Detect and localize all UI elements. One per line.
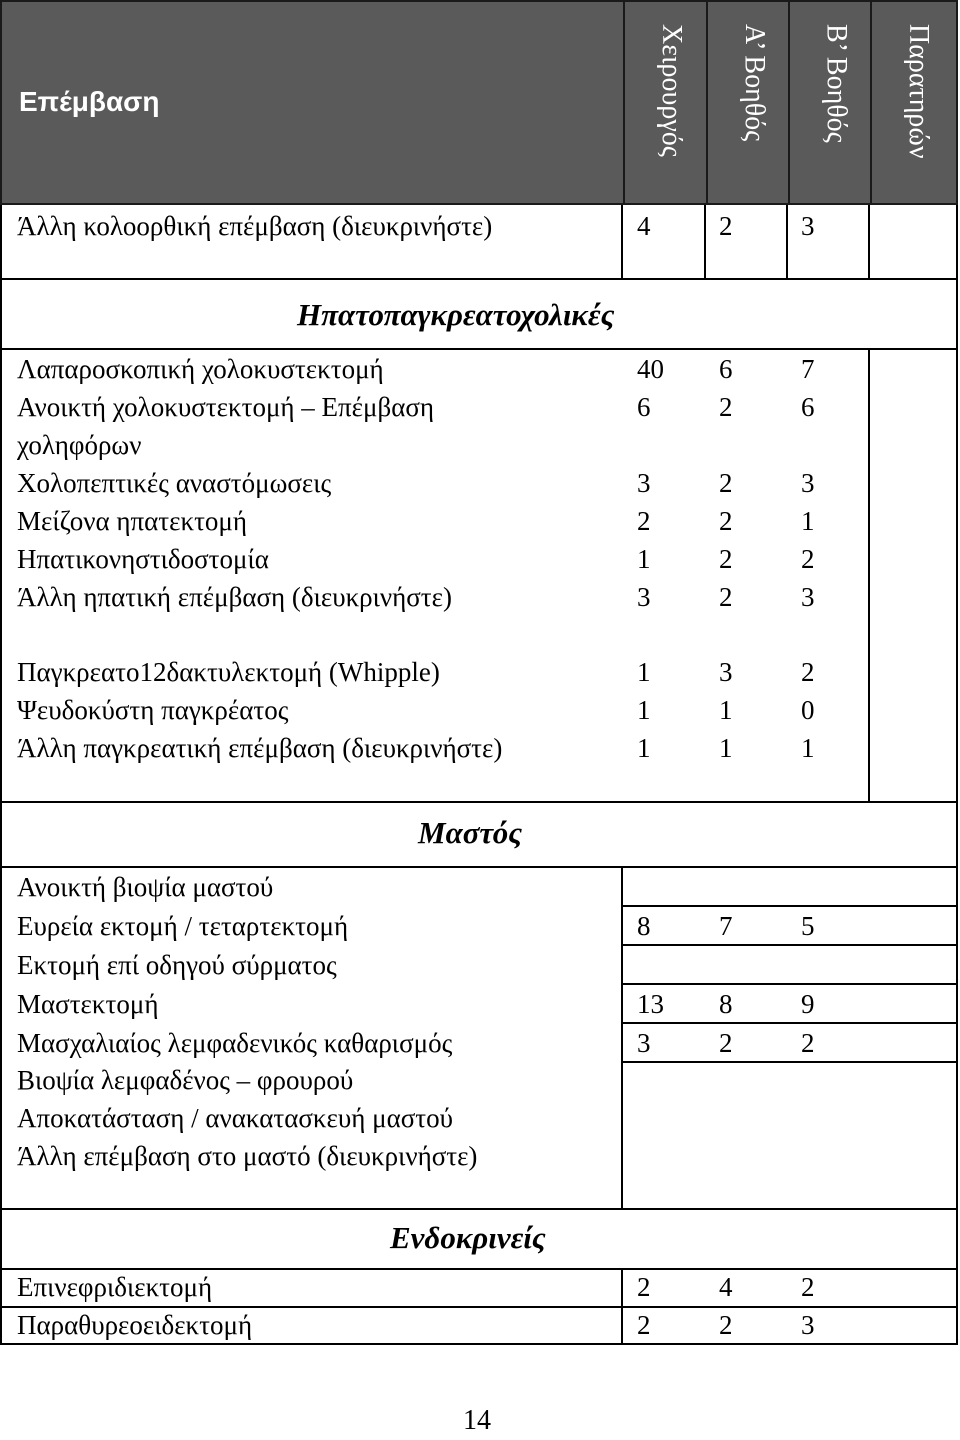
surgeon-count: 4 — [637, 211, 651, 241]
header-divider — [788, 2, 790, 203]
table-row-label-continued: χοληφόρων — [17, 430, 142, 460]
assistant-a-count: 2 — [719, 1310, 733, 1340]
row-divider — [0, 801, 958, 803]
page-number: 14 — [463, 1405, 491, 1436]
table-row-label: Παραθυρεοειδεκτομή — [17, 1310, 253, 1340]
surgeon-count: 13 — [637, 989, 664, 1019]
assistant-b-count: 2 — [801, 1028, 815, 1058]
table-row-label: Μαστεκτομή — [17, 989, 159, 1019]
assistant-a-count: 3 — [719, 657, 733, 687]
table-border-left — [0, 205, 2, 1345]
table-row-label: Αποκατάσταση / ανακατασκευή μαστού — [17, 1103, 454, 1133]
table-row-label: Ευρεία εκτομή / τεταρτεκτομή — [17, 911, 349, 941]
section-heading-endocrine: Ενδοκρινείς — [390, 1220, 546, 1255]
assistant-b-count: 3 — [801, 468, 815, 498]
surgeon-count: 40 — [637, 354, 664, 384]
surgeon-column-header: Χειρουργός — [656, 24, 687, 157]
table-row-label: Παγκρεατο12δακτυλεκτομή (Whipple) — [17, 657, 440, 687]
row-divider — [0, 278, 958, 280]
surgeon-count: 3 — [637, 582, 651, 612]
table-row-label: Άλλη επέμβαση στο μαστό (διευκρινήστε) — [17, 1141, 478, 1171]
assistant-b-count: 3 — [801, 582, 815, 612]
table-row-label: Μασχαλιαίος λεμφαδενικός καθαρισμός — [17, 1028, 453, 1058]
surgeon-count: 6 — [637, 392, 651, 422]
header-divider — [706, 2, 708, 203]
column-divider — [786, 205, 788, 280]
assistant-b-count: 2 — [801, 544, 815, 574]
surgeon-count: 1 — [637, 657, 651, 687]
assistant-b-count: 2 — [801, 1272, 815, 1302]
surgeon-count: 2 — [637, 1310, 651, 1340]
assistant-b-count: 1 — [801, 506, 815, 536]
table-row-label: Ανοικτή βιοψία μαστού — [17, 872, 274, 902]
table-row-label: Λαπαροσκοπική χολοκυστεκτομή — [17, 354, 384, 384]
assistant-b-column-header: Β’ Βοηθός — [821, 24, 852, 143]
assistant-b-count: 7 — [801, 354, 815, 384]
table-row-label: Βιοψία λεμφαδένος – φρουρού — [17, 1065, 354, 1095]
surgeon-count: 3 — [637, 1028, 651, 1058]
assistant-a-count: 8 — [719, 989, 733, 1019]
column-divider — [868, 205, 870, 280]
table-header — [0, 0, 958, 205]
column-divider — [621, 205, 623, 280]
surgeon-count: 1 — [637, 544, 651, 574]
assistant-b-count: 0 — [801, 695, 815, 725]
surgeon-count: 3 — [637, 468, 651, 498]
assistant-a-count: 1 — [719, 733, 733, 763]
assistant-b-count: 3 — [801, 211, 815, 241]
header-divider — [870, 2, 872, 203]
assistant-b-count: 3 — [801, 1310, 815, 1340]
surgeon-count: 1 — [637, 695, 651, 725]
section-heading-hepatopancreatobiliary: Ηπατοπαγκρεατοχολικές — [297, 297, 615, 332]
table-row-label: Εκτομή επί οδηγού σύρματος — [17, 950, 337, 980]
row-divider — [0, 1208, 958, 1210]
assistant-a-count: 2 — [719, 582, 733, 612]
assistant-b-count: 5 — [801, 911, 815, 941]
column-divider — [704, 205, 706, 280]
table-row-label: Ψευδοκύστη παγκρέατος — [17, 695, 289, 725]
table-row-label: Χολοπεπτικές αναστόμωσεις — [17, 468, 332, 498]
assistant-a-count: 2 — [719, 506, 733, 536]
assistant-a-count: 2 — [719, 211, 733, 241]
assistant-a-count: 2 — [719, 1028, 733, 1058]
surgeon-count: 1 — [637, 733, 651, 763]
table-row-label: Άλλη ηπατική επέμβαση (διευκρινήστε) — [17, 582, 452, 612]
table-row-label: Ανοικτή χολοκυστεκτομή – Επέμβαση — [17, 392, 435, 422]
assistant-b-count: 2 — [801, 657, 815, 687]
assistant-a-count: 2 — [719, 468, 733, 498]
column-divider — [621, 866, 623, 1210]
assistant-a-count: 6 — [719, 354, 733, 384]
assistant-a-count: 2 — [719, 392, 733, 422]
table-row-label: Μείζονα ηπατεκτομή — [17, 506, 248, 536]
header-divider — [623, 2, 625, 203]
assistant-b-count: 9 — [801, 989, 815, 1019]
procedure-column-header: Επέμβαση — [19, 86, 160, 117]
observer-column-header: Παρατηρών — [903, 24, 934, 159]
table-row-label: Άλλη παγκρεατική επέμβαση (διευκρινήστε) — [17, 733, 503, 763]
section-heading-breast: Μαστός — [418, 815, 523, 850]
table-row-label: Επινεφριδιεκτομή — [17, 1272, 213, 1302]
assistant-a-count: 2 — [719, 544, 733, 574]
assistant-a-count: 4 — [719, 1272, 733, 1302]
assistant-b-count: 1 — [801, 733, 815, 763]
surgeon-count: 2 — [637, 506, 651, 536]
surgeon-count: 2 — [637, 1272, 651, 1302]
table-row-label: Άλλη κολοορθική επέμβαση (διευκρινήστε) — [17, 211, 493, 241]
assistant-b-count: 6 — [801, 392, 815, 422]
table-border-right — [956, 205, 958, 1345]
table-row-label: Ηπατικονηστιδοστομία — [17, 544, 269, 574]
column-divider — [868, 348, 870, 803]
surgeon-count: 8 — [637, 911, 651, 941]
assistant-a-count: 7 — [719, 911, 733, 941]
assistant-a-count: 1 — [719, 695, 733, 725]
assistant-a-column-header: Α’ Βοηθός — [739, 24, 770, 142]
